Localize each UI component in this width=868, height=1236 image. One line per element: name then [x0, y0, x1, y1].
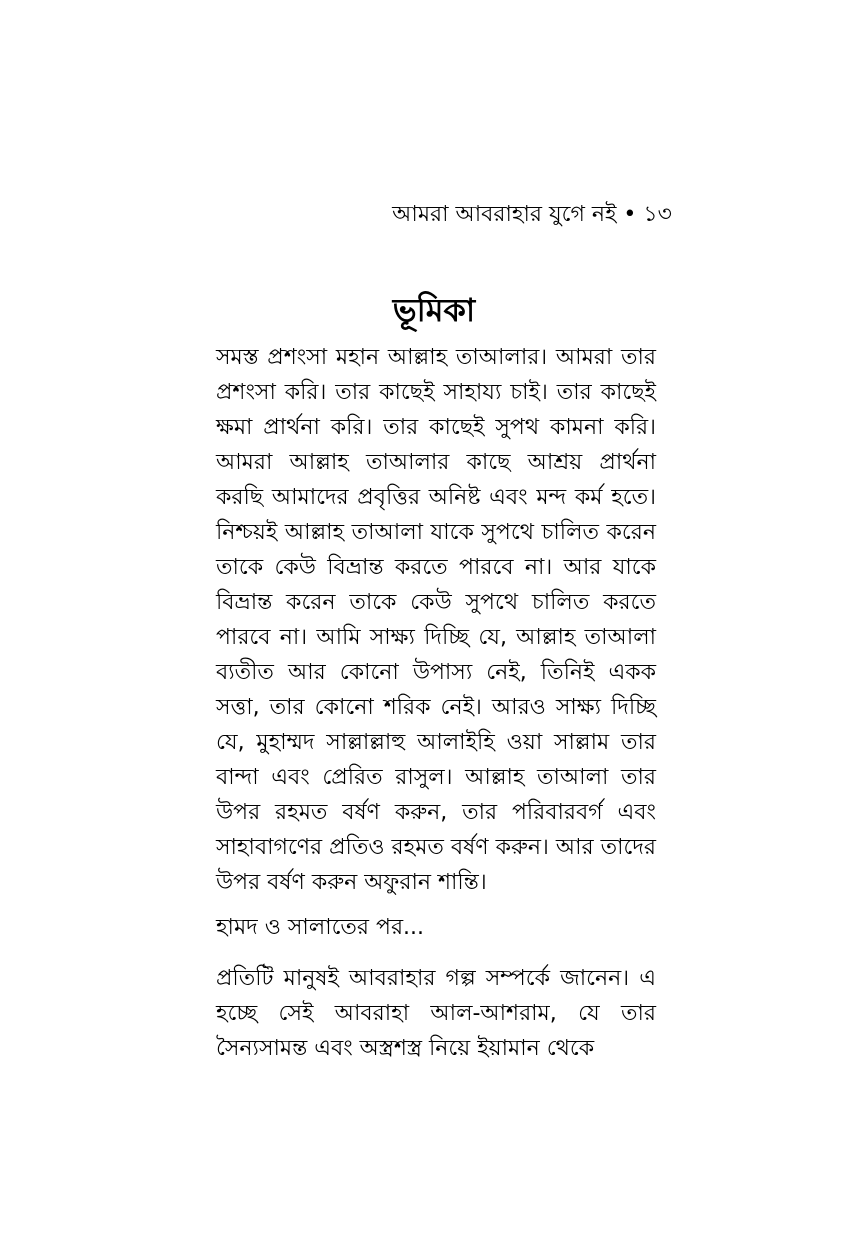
paragraph-intro: সমস্ত প্রশংসা মহান আল্লাহ তাআলার। আমরা তার প্রশংসা করি। তার কাছেই সাহায্য চাই। তার কাছেই ক্ষমা প্রার্থনা করি। তার কাছেই সুপথ কামনা করি। আমরা আল্লাহ তাআলার কাছে আশ্রয় প্রার্থনা করছি আমাদের প্রবৃত্তির অনিষ্ট এবং মন্দ কর্ম হতে। নিশ্চয়ই আল্লাহ তাআলা যাকে সুপথে চালিত করেন তাকে কেউ বিভ্রান্ত করতে পারবে না। আর যাকে বিভ্রান্ত করেন তাকে কেউ সুপথে চালিত করতে পারবে না। আমি সাক্ষ্য দিচ্ছি যে, আল্লাহ তাআলা ব্যতীত আর কোনো উপাস্য নেই, তিনিই একক সত্তা, তার কোনো শরিক নেই। আরও সাক্ষ্য দিচ্ছি যে, মুহাম্মদ সাল্লাল্লাহু আলাইহি ওয়া সাল্লাম তার বান্দা এবং প্রেরিত রাসুল। আল্লাহ তাআলা তার উপর রহমত বর্ষণ করুন, তার পরিবারবর্গ এবং সাহাবাগণের প্রতিও রহমত বর্ষণ করুন। আর তাদের উপর বর্ষণ করুন অফুরান শান্তি।	[216, 345, 656, 895]
paragraph-abraha: প্রতিটি মানুষই আবরাহার গল্প সম্পর্কে জানেন। এ হচ্ছে সেই আবরাহা আল-আশরাম, যে তার সৈন্যসামন্ত এবং অস্ত্রশস্ত্র নিয়ে ইয়ামান থেকে	[216, 966, 656, 1061]
body-text	[216, 340, 656, 1066]
chapter-title: ভূমিকা	[392, 291, 476, 329]
running-header: আমরা আবরাহার যুগে নই • ১৩	[392, 202, 672, 227]
paragraph-transition: হামদ ও সালাতের পর...	[216, 915, 425, 940]
